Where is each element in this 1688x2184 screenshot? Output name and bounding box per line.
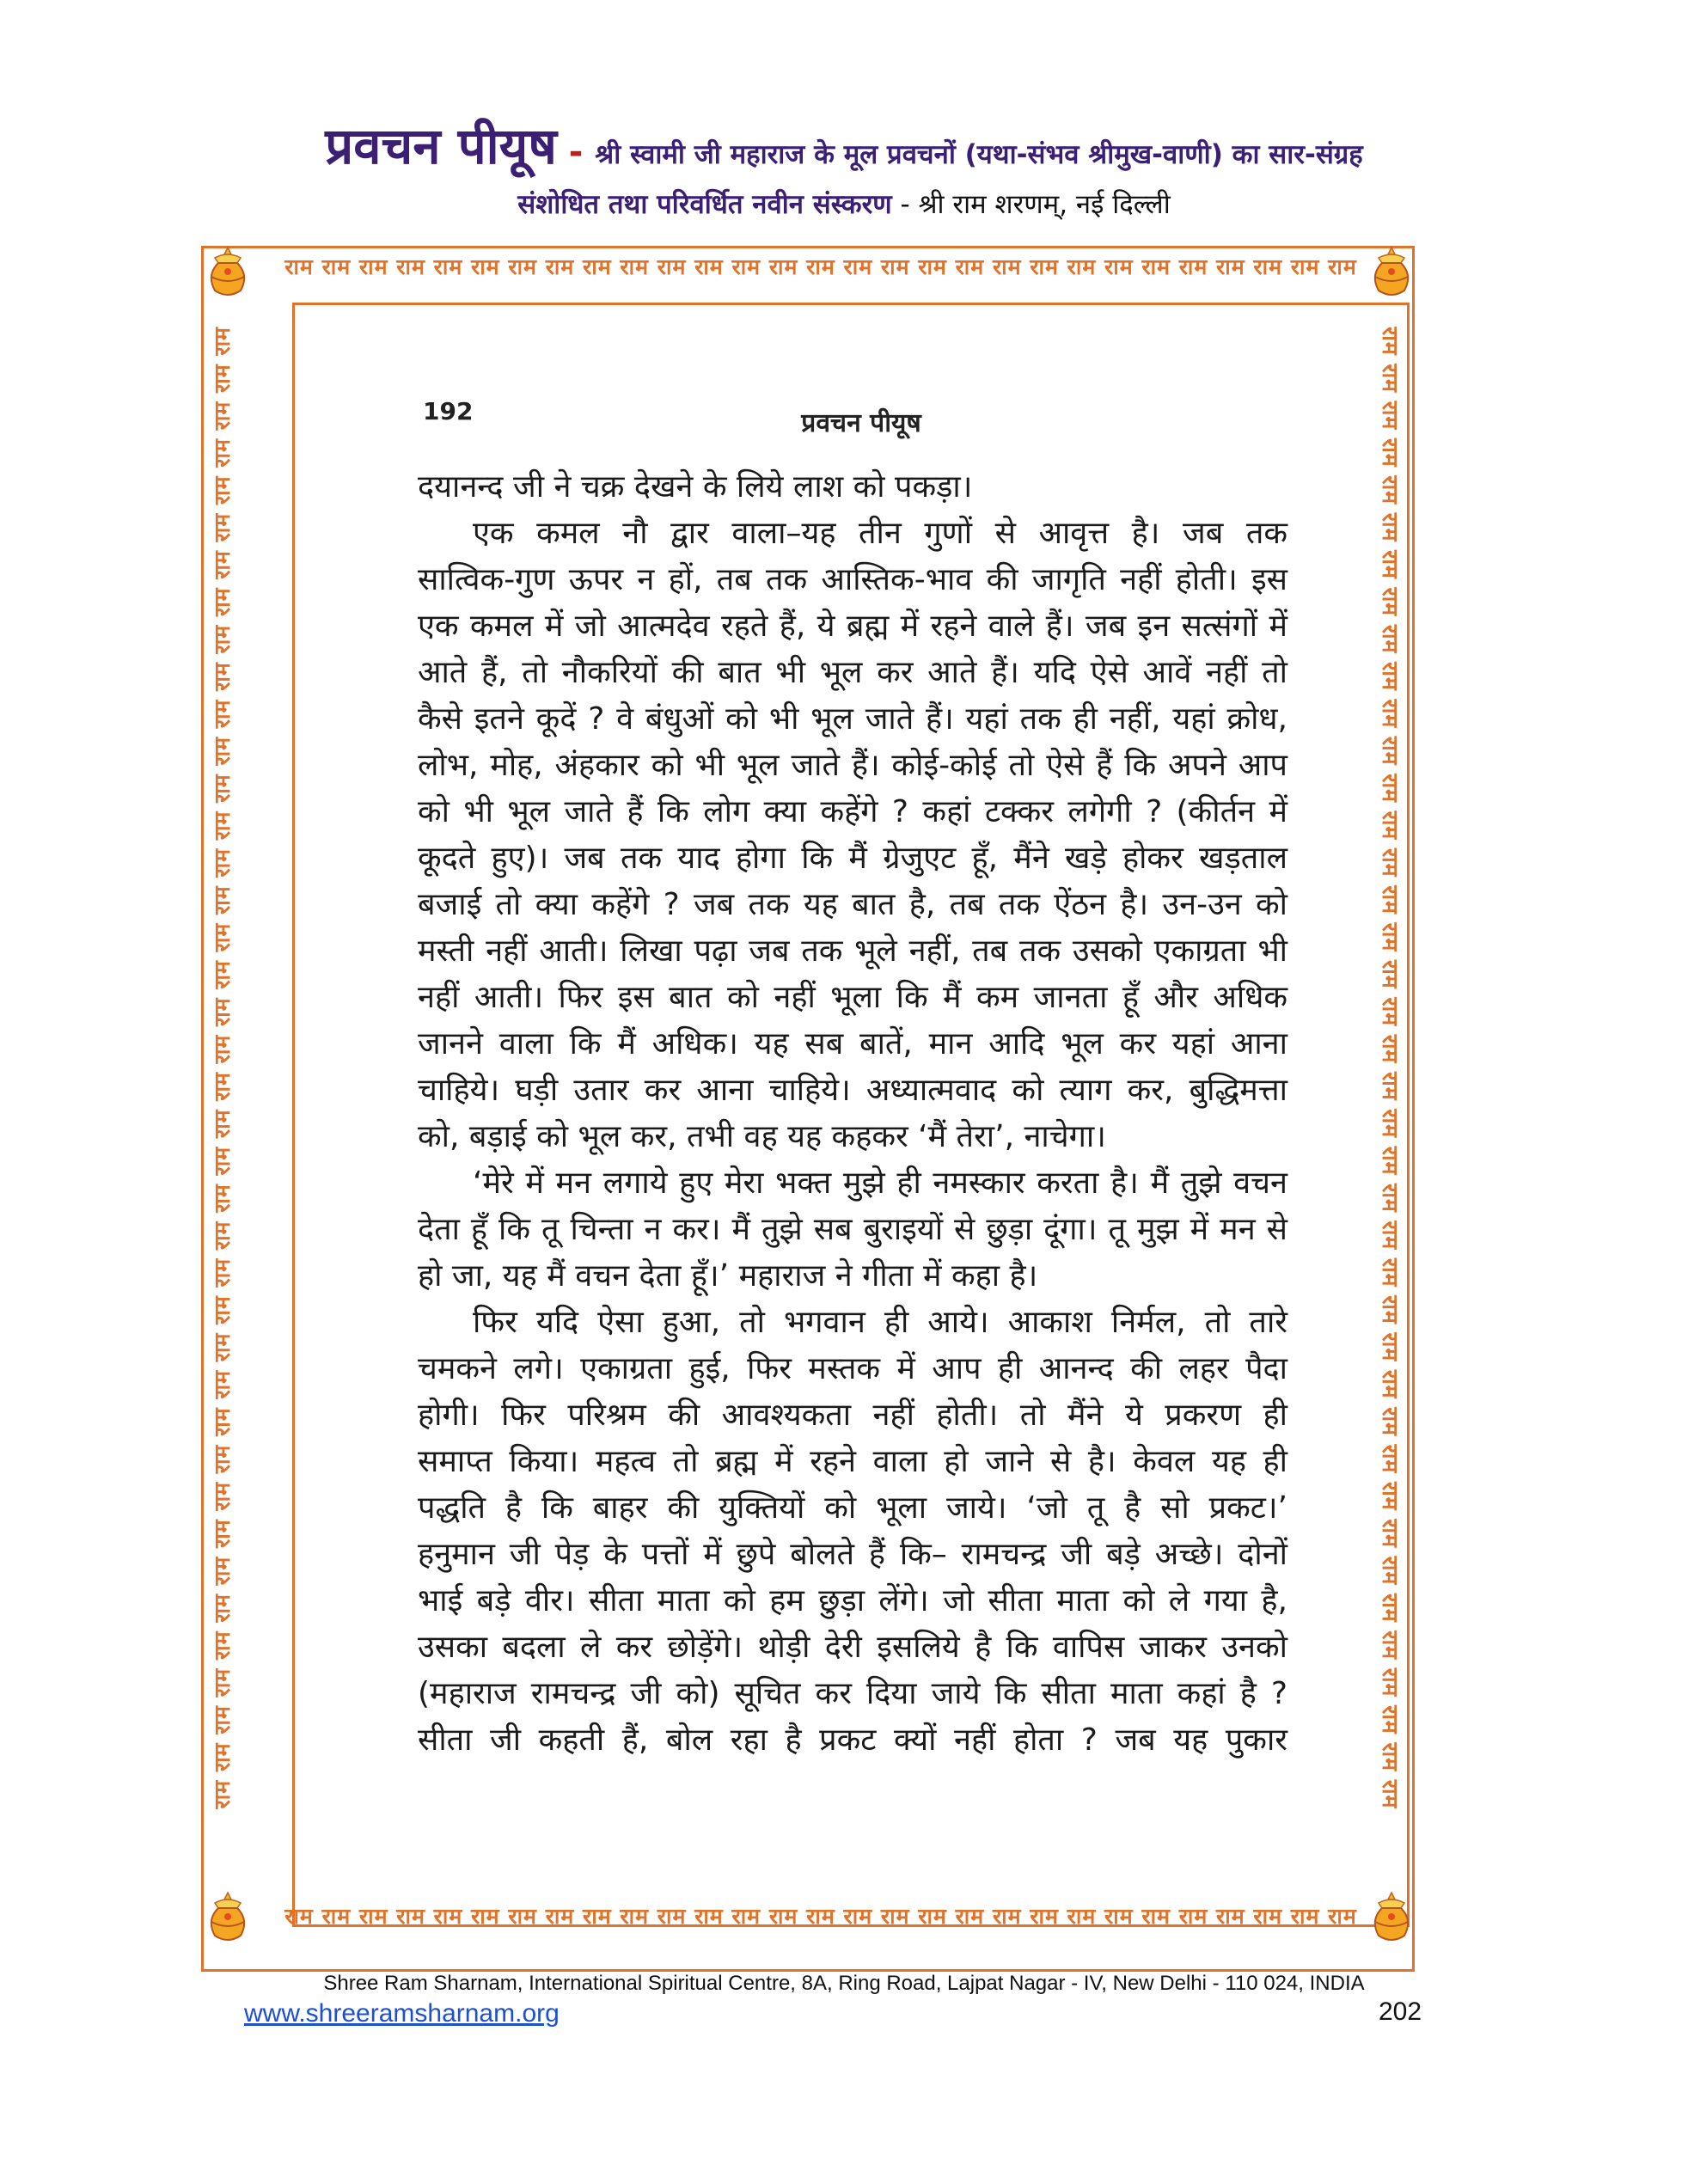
border-right-ram-column: राम राम राम राम राम राम राम राम राम राम राम राम राम राम राम राम राम राम राम राम राम राम राम राम राम राम राम राम राम राम राम राम राम राम राम राम राम राम राम राम <box>1378 327 1403 1809</box>
kalash-icon <box>203 1891 253 1944</box>
text-line: दयानन्द जी ने चक्र देखने के लिये लाश को पकड़ा। <box>418 469 973 505</box>
text-line: (महाराज रामचन्द्र जी को) सूचित कर दिया जाये कि सीता माता कहां है ? <box>418 1676 1287 1711</box>
edition-line <box>0 186 1688 222</box>
text-line: सीता जी कहती हैं, बोल रहा है प्रकट क्यों नहीं होता ? जब यह पुकार <box>418 1722 1287 1758</box>
text-line: उसका बदला ले कर छोड़ेंगे। थोड़ी देरी इसलिये है कि वापिस जाकर उनको <box>418 1630 1287 1665</box>
text-line: समाप्त किया। महत्व तो ब्रह्म में रहने वाला हो जाने से है। केवल यह ही <box>418 1444 1287 1479</box>
text-line: भाई बड़े वीर। सीता माता को हम छुड़ा लेंगे। जो सीता माता को ले गया है, <box>418 1583 1287 1618</box>
book-title: प्रवचन पीयूष <box>325 117 557 175</box>
text-line: ‘मेरे में मन लगाये हुए मेरा भक्त मुझे ही नमस्कार करता है। मैं तुझे वचन <box>473 1165 1287 1201</box>
text-line: को भी भूल जाते हैं कि लोग क्या कहेंगे ? कहां टक्कर लगेगी ? (कीर्तन में <box>418 794 1287 829</box>
text-line: हो जा, यह मैं वचन देता हूँ।’ महाराज ने गीता में कहा है। <box>418 1258 1038 1294</box>
text-line: सात्विक-गुण ऊपर न हों, तब तक आस्तिक-भाव की जागृति नहीं होती। इस <box>418 562 1287 597</box>
text-line: एक कमल में जो आत्मदेव रहते हैं, ये ब्रह्म में रहने वाले हैं। जब इन सत्संगों में <box>418 609 1287 644</box>
kalash-icon <box>203 246 253 299</box>
text-line: चमकने लगे। एकाग्रता हुई, फिर मस्तक में आप ही आनन्द की लहर पैदा <box>418 1351 1287 1386</box>
edition-label: संशोधित तथा परिवर्धित नवीन संस्करण <box>517 189 892 220</box>
text-line: लोभ, मोह, अंहकार को भी भूल जाते हैं। कोई-कोई तो ऐसे हैं कि अपने आप <box>418 748 1287 783</box>
text-line: हनुमान जी पेड़ के पत्तों में छुपे बोलते हैं कि– रामचन्द्र जी बड़े अच्छे। दोनों <box>418 1537 1287 1572</box>
border-bottom-ram-row: राम राम राम राम राम राम राम राम राम राम राम राम राम राम राम राम राम राम राम राम राम राम राम राम राम राम राम राम राम <box>284 1904 1357 1929</box>
text-line: बजाई तो क्या कहेंगे ? जब तक यह बात है, तब तक ऐंठन है। उन-उन को <box>418 887 1287 922</box>
text-line: एक कमल नौ द्वार वाला–यह तीन गुणों से आवृत्त है। जब तक <box>473 516 1287 551</box>
text-line: को, बड़ाई को भूल कर, तभी वह यह कहकर ‘मैं तेरा’, नाचेगा। <box>418 1119 1106 1154</box>
text-line: कैसे इतने कूदें ? वे बंधुओं को भी भूल जाते हैं। यहां तक ही नहीं, यहां क्रोध, <box>418 701 1287 737</box>
running-head: प्रवचन पीयूष <box>801 408 921 438</box>
text-line: आते हैं, तो नौकरियों की बात भी भूल कर आते हैं। यदि ऐसे आवें नहीं तो <box>418 655 1287 690</box>
publisher-name: श्री राम शरणम्, नई दिल्ली <box>918 189 1171 220</box>
kalash-icon <box>1367 246 1416 299</box>
text-line: मस्ती नहीं आती। लिखा पढ़ा जब तक भूले नहीं, तब तक उसको एकाग्रता भी <box>418 933 1287 969</box>
footer-address: Shree Ram Sharnam, International Spiritual Centre, 8A, Ring Road, Lajpat Nagar - IV, New Delhi - 110 024, INDIA <box>323 1972 1365 1995</box>
page-body-text <box>418 464 1287 1764</box>
text-line: नहीं आती। फिर इस बात को नहीं भूला कि मैं कम जानता हूँ और अधिक <box>418 980 1287 1015</box>
text-line: जानने वाला कि मैं अधिक। यह सब बातें, मान आदि भूल कर यहां आना <box>418 1026 1287 1061</box>
text-line: पद्धति है कि बाहर की युक्तियों को भूला जाये। ‘जो तू है सो प्रकट।’ <box>418 1490 1287 1526</box>
website-link[interactable]: www.shreeramsharnam.org <box>244 1999 560 2028</box>
document-title-line <box>0 110 1688 178</box>
border-left-ram-column: राम राम राम राम राम राम राम राम राम राम राम राम राम राम राम राम राम राम राम राम राम राम राम राम राम राम राम राम राम राम राम राम राम राम राम राम राम राम राम राम <box>210 327 235 1809</box>
text-line: फिर यदि ऐसा हुआ, तो भगवान ही आये। आकाश निर्मल, तो तारे <box>473 1305 1287 1340</box>
text-line: चाहिये। घड़ी उतार कर आना चाहिये। अध्यात्मवाद को त्याग कर, बुद्धिमत्ता <box>418 1073 1287 1108</box>
kalash-icon <box>1367 1891 1416 1944</box>
border-top-ram-row: राम राम राम राम राम राम राम राम राम राम राम राम राम राम राम राम राम राम राम राम राम राम राम राम राम राम राम राम राम <box>284 254 1357 279</box>
pdf-page-number: 202 <box>1379 1997 1422 2026</box>
text-line: कूदते हुए)। जब तक याद होगा कि मैं ग्रेजुएट हूँ, मैंने खड़े होकर खड़ताल <box>418 841 1287 876</box>
book-subtitle: श्री स्वामी जी महाराज के मूल प्रवचनों (यथा-संभव श्रीमुख-वाणी) का सार-संग्रह <box>595 139 1363 170</box>
text-line: होगी। फिर परिश्रम की आवश्यकता नहीं होती। तो मैंने ये प्रकरण ही <box>418 1398 1287 1433</box>
book-page-number: 192 <box>423 397 474 425</box>
edition-separator: - <box>891 189 919 220</box>
title-separator: - <box>556 132 596 172</box>
text-line: देता हूँ कि तू चिन्ता न कर। मैं तुझे सब बुराइयों से छुड़ा दूंगा। तू मुझ में मन से <box>418 1212 1287 1247</box>
